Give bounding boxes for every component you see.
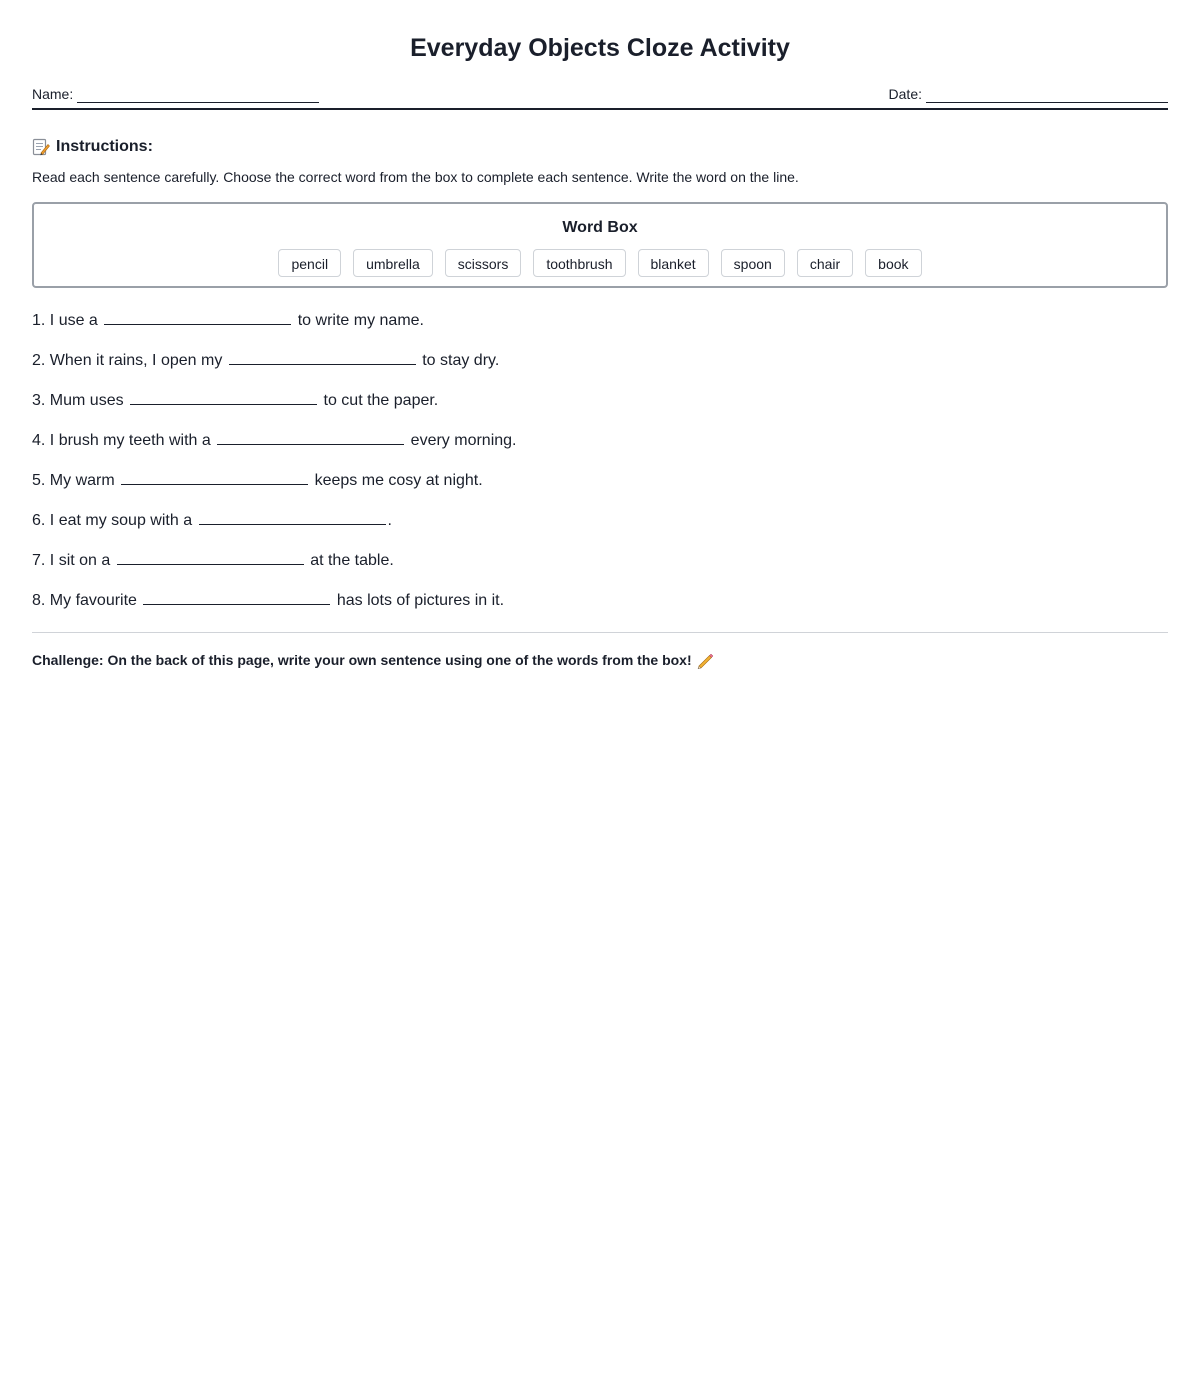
word-chip: scissors	[445, 249, 522, 277]
question-number: 6.	[32, 512, 46, 529]
answer-blank[interactable]	[104, 309, 291, 325]
question-text-before: I use a	[49, 312, 98, 329]
question-text-after: .	[387, 512, 392, 529]
question-text-before: When it rains, I open my	[49, 352, 223, 369]
word-chip: book	[865, 249, 921, 277]
word-chip: pencil	[278, 249, 341, 277]
question-item	[32, 389, 1168, 429]
answer-blank[interactable]	[199, 509, 386, 525]
question-item	[32, 509, 1168, 549]
worksheet-page	[32, 0, 1168, 670]
challenge-prompt	[32, 650, 1168, 670]
question-text-before: I brush my teeth with a	[49, 432, 211, 449]
word-chip: umbrella	[353, 249, 433, 277]
word-box-title: Word Box	[562, 219, 638, 236]
answer-blank[interactable]	[143, 589, 330, 605]
question-item	[32, 349, 1168, 389]
question-text-after: at the table.	[310, 552, 394, 569]
date-line[interactable]	[926, 86, 1168, 103]
question-text-after: keeps me cosy at night.	[314, 472, 483, 489]
question-text-before: I sit on a	[49, 552, 111, 569]
question-item	[32, 429, 1168, 469]
word-chip: blanket	[638, 249, 709, 277]
date-field	[889, 85, 1168, 103]
question-item	[32, 589, 1168, 629]
instructions-heading	[32, 136, 1168, 158]
answer-blank[interactable]	[217, 429, 404, 445]
question-number: 3.	[32, 392, 46, 409]
question-text-after: to stay dry.	[422, 352, 500, 369]
answer-blank[interactable]	[121, 469, 308, 485]
page-title: Everyday Objects Cloze Activity	[410, 34, 790, 62]
question-text-after: has lots of pictures in it.	[336, 592, 505, 609]
question-text-before: Mum uses	[49, 392, 124, 409]
word-box	[32, 202, 1168, 288]
question-number: 2.	[32, 352, 46, 369]
question-item	[32, 469, 1168, 509]
question-number: 7.	[32, 552, 46, 569]
question-text-after: to cut the paper.	[323, 392, 439, 409]
question-number: 5.	[32, 472, 46, 489]
question-text-before: I eat my soup with a	[49, 512, 193, 529]
instructions-heading-label: Instructions:	[56, 138, 153, 155]
word-list	[34, 249, 1166, 277]
challenge-text: Challenge: On the back of this page, write your own sentence using one of the words from the box!	[32, 652, 692, 668]
word-chip: spoon	[721, 249, 785, 277]
question-number: 4.	[32, 432, 46, 449]
memo-pencil-icon	[32, 138, 50, 156]
question-number: 8.	[32, 592, 46, 609]
question-list	[32, 309, 1168, 629]
word-chip: chair	[797, 249, 853, 277]
question-text-before: My warm	[49, 472, 115, 489]
answer-blank[interactable]	[229, 349, 416, 365]
section-divider	[32, 632, 1168, 633]
word-chip: toothbrush	[533, 249, 625, 277]
date-label: Date:	[888, 86, 922, 102]
question-text-after: every morning.	[410, 432, 517, 449]
answer-blank[interactable]	[117, 549, 304, 565]
name-label: Name:	[32, 86, 74, 102]
question-item	[32, 309, 1168, 349]
question-item	[32, 549, 1168, 589]
pencil-icon	[696, 651, 714, 669]
answer-blank[interactable]	[130, 389, 317, 405]
question-number: 1.	[32, 312, 46, 329]
name-line[interactable]	[77, 86, 319, 103]
instructions-text: Read each sentence carefully. Choose the correct word from the box to complete each sentence. Write the word on the line.	[32, 169, 799, 185]
question-text-after: to write my name.	[297, 312, 424, 329]
question-text-before: My favourite	[49, 592, 137, 609]
name-date-row	[32, 76, 1168, 110]
name-field	[32, 85, 319, 103]
